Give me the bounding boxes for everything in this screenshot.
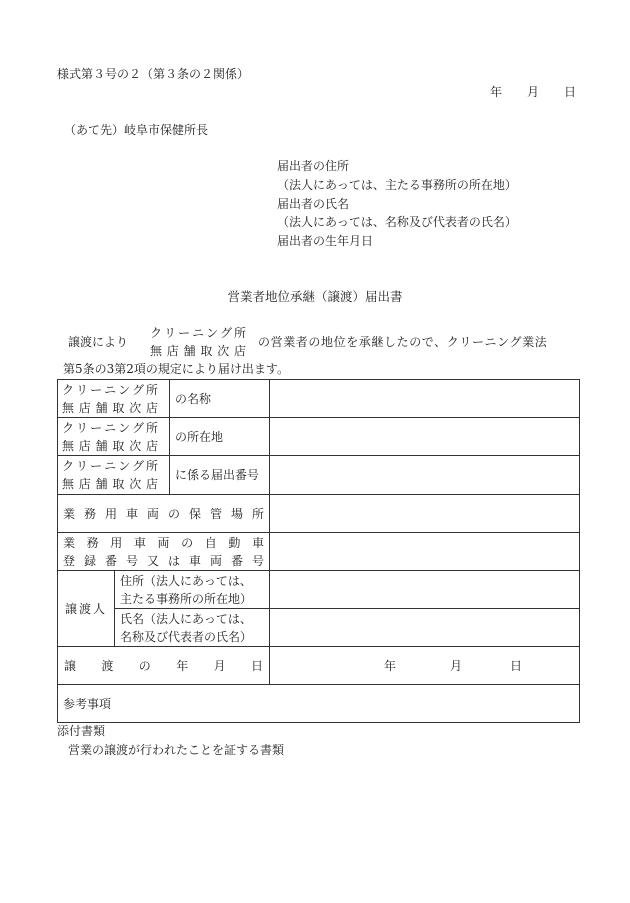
facility-type-cell xyxy=(58,380,170,418)
transferor-name-label-line2: 名称及び代表者の氏名） xyxy=(120,629,253,644)
facility-location-value[interactable] xyxy=(270,418,580,456)
table-row-transferor-address xyxy=(58,571,580,609)
vehicle-storage-label: 業務用車両の保管場所 xyxy=(63,506,264,521)
vehicle-registration-label-line2: 登録番号又は車両番号 xyxy=(63,553,264,568)
transfer-date-month: 月 xyxy=(450,659,463,673)
transfer-date-label: 譲渡の年月日 xyxy=(64,658,263,673)
option-agent: 無店舗取次店 xyxy=(62,438,158,453)
statement-option-cleaning: クリーニング所 xyxy=(150,326,246,340)
table-row-remarks xyxy=(58,685,580,723)
table-row-vehicle-storage xyxy=(58,495,580,533)
filing-number-label: に係る届出番号 xyxy=(170,456,270,495)
facility-type-options xyxy=(62,419,158,455)
form-number: 様式第３号の２（第３条の２関係） xyxy=(57,67,250,81)
filing-number-value[interactable] xyxy=(270,456,580,495)
notifier-name-note: （法人にあっては、名称及び代表者の氏名） xyxy=(277,215,517,229)
notifier-address-label: 届出者の住所 xyxy=(277,159,350,173)
transferor-name-value[interactable] xyxy=(270,609,580,647)
transferor-address-label-line2: 主たる事務所の所在地） xyxy=(120,591,253,606)
facility-name-value[interactable] xyxy=(270,380,580,418)
date-month-label: 月 xyxy=(527,85,540,99)
vehicle-registration-label-cell xyxy=(58,533,270,571)
option-cleaning: クリーニング所 xyxy=(62,459,158,473)
attachments-heading: 添付書類 xyxy=(57,724,106,738)
notification-table xyxy=(57,379,580,723)
option-agent: 無店舗取次店 xyxy=(62,400,158,415)
table-row-transfer-date xyxy=(58,647,580,685)
facility-location-label: の所在地 xyxy=(170,418,270,456)
attachments-item: 営業の譲渡が行われたことを証する書類 xyxy=(68,743,285,757)
option-cleaning: クリーニング所 xyxy=(62,420,158,435)
statement-line2: 第5条の3第2項の規定により届け出ます。 xyxy=(63,362,289,376)
notifier-name-label: 届出者の氏名 xyxy=(277,197,350,211)
transferor-address-label-line1: 住所（法人にあっては、 xyxy=(120,573,252,588)
date-year-label: 年 xyxy=(490,85,503,99)
facility-type-options xyxy=(62,457,158,493)
table-row-vehicle-registration xyxy=(58,533,580,571)
transferor-name-label-line1: 氏名（法人にあっては、 xyxy=(120,611,252,626)
facility-type-options xyxy=(62,381,158,417)
facility-type-cell xyxy=(58,418,170,456)
remarks-cell[interactable] xyxy=(58,685,580,723)
facility-type-cell xyxy=(58,456,170,495)
statement-option-agent: 無店舗取次店 xyxy=(150,344,246,358)
vehicle-storage-label-cell xyxy=(58,495,270,533)
document-title: 営業者地位承継（譲渡）届出書 xyxy=(227,289,403,304)
option-agent: 無店舗取次店 xyxy=(62,477,158,491)
transfer-date-year: 年 xyxy=(384,659,397,673)
statement-prefix: 譲渡により xyxy=(68,335,129,349)
facility-name-label: の名称 xyxy=(170,380,270,418)
date-day-label: 日 xyxy=(564,85,577,99)
vehicle-storage-value[interactable] xyxy=(270,495,580,533)
table-row-facility-name xyxy=(58,380,580,418)
notifier-birthdate-label: 届出者の生年月日 xyxy=(277,234,374,248)
transferor-label: 譲渡人 xyxy=(58,571,115,647)
vehicle-registration-label-line1: 業務用車両の自動車 xyxy=(63,535,264,550)
option-cleaning: クリーニング所 xyxy=(62,382,158,397)
transfer-date-value[interactable] xyxy=(270,647,580,685)
addressee: （あて先）岐阜市保健所長 xyxy=(64,123,209,137)
table-row-transferor-name xyxy=(58,609,580,647)
transferor-address-value[interactable] xyxy=(270,571,580,609)
transferor-address-label-cell xyxy=(115,571,270,609)
table-row-filing-number xyxy=(58,456,580,495)
transferor-name-label-cell xyxy=(115,609,270,647)
transfer-date-day: 日 xyxy=(510,659,523,673)
vehicle-registration-value[interactable] xyxy=(270,533,580,571)
transfer-date-label-cell xyxy=(58,647,270,685)
notifier-address-note: （法人にあっては、主たる事務所の所在地） xyxy=(277,178,517,192)
remarks-label: 参考事項 xyxy=(63,696,112,711)
table-row-facility-location xyxy=(58,418,580,456)
statement-suffix: の営業者の地位を承継したので、クリーニング業法 xyxy=(258,335,548,349)
